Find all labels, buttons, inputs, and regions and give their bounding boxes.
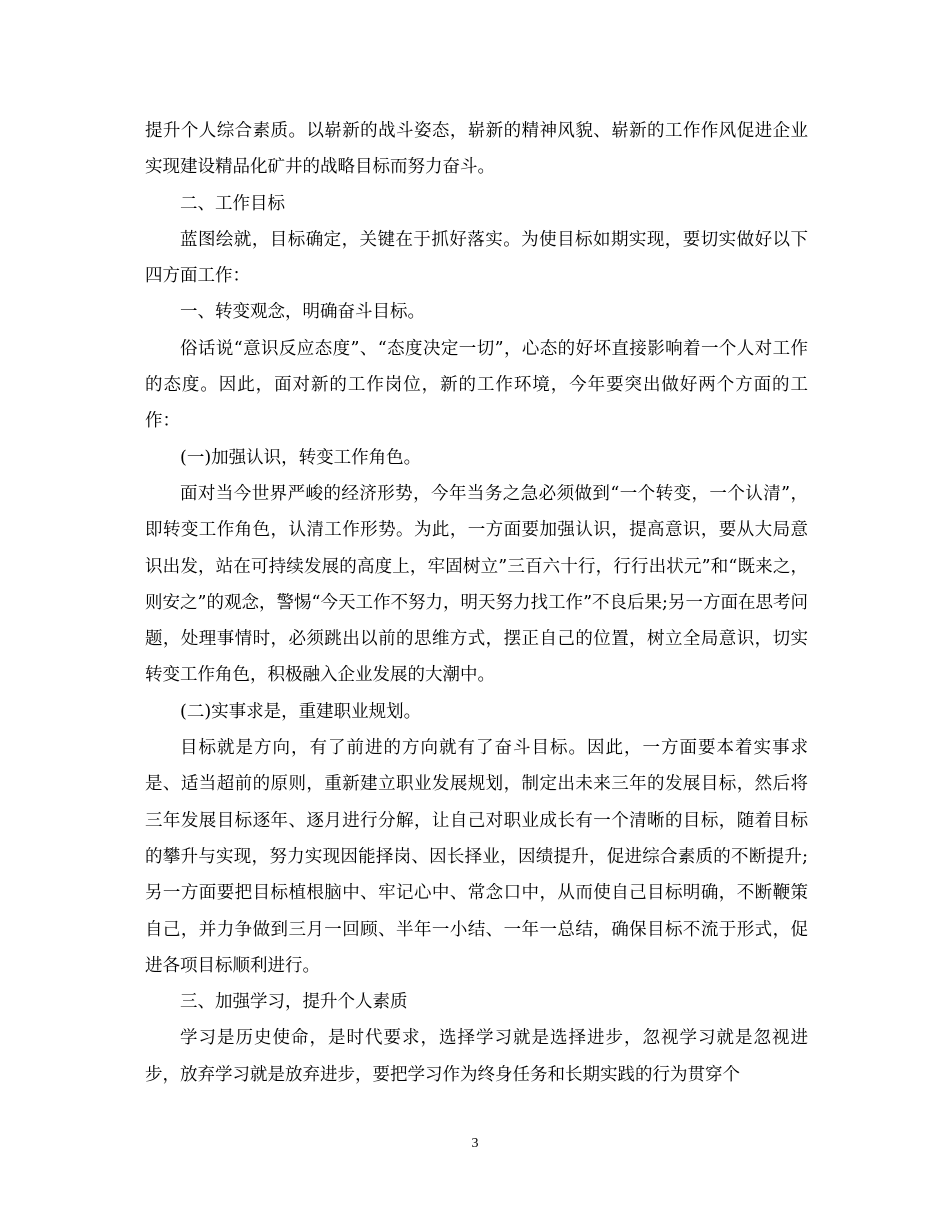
subheading-change-concepts: 一、转变观念，明确奋斗目标。 xyxy=(180,302,425,323)
paragraph-learning-mission: 学习是历史使命，是时代要求，选择学习就是选择进步，忽视学习就是忽视进步，放弃学习就是放弃进步，要把学习作为终身任务和长期实践的行为贯穿个 xyxy=(145,1028,808,1085)
subheading-strengthen-awareness: (一)加强认识，转变工作角色。 xyxy=(180,447,422,468)
section-heading-work-goals: 二、工作目标 xyxy=(180,193,285,214)
subheading-career-plan: (二)实事求是，重建职业规划。 xyxy=(180,701,422,722)
paragraph-economic-situation: 面对当今世界严峻的经济形势，今年当务之急必须做到“一个转变，一个认清”，即转变工作角色，认清工作形势。为此，一方面要加强认识，提高意识，要从大局意识出发，站在可持续发展的高度上，牢固树立”三百六十行，行行出状元”和“既来之，则安之”的观念，警惕“今天工作不努力，明天努力找工作”不良后果;另一方面在思考问题，处理事情时，必须跳出以前的思维方式，摆正自己的位置，树立全局意识，切实转变工作角色，积极融入企业发展的大潮中。 xyxy=(145,483,808,686)
paragraph-attitude: 俗话说“意识反应态度”、“态度决定一切”，心态的好坏直接影响着一个人对工作的态度。因此，面对新的工作岗位，新的工作环境，今年要突出做好两个方面的工作： xyxy=(145,338,808,432)
section-heading-learning: 三、加强学习，提升个人素质 xyxy=(180,992,408,1013)
paragraph-goals-direction: 目标就是方向，有了前进的方向就有了奋斗目标。因此，一方面要本着实事求是、适当超前的原则，重新建立职业发展规划，制定出未来三年的发展目标，然后将三年发展目标逐年、逐月进行分解，让自己对职业成长有一个清晰的目标，随着目标的攀升与实现，努力实现因能择岗、因长择业，因绩提升，促进综合素质的不断提升;另一方面要把目标植根脑中、牢记心中、常念口中，从而使自己目标明确，不断鞭策自己，并力争做到三月一回顾、半年一小结、一年一总结，确保目标不流于形式，促进各项目标顺利进行。 xyxy=(145,738,808,976)
paragraph-intro-continuation: 提升个人综合素质。以崭新的战斗姿态，崭新的精神风貌、崭新的工作作风促进企业实现建设精品化矿井的战略目标而努力奋斗。 xyxy=(145,121,808,178)
document-body xyxy=(145,113,808,1093)
page-number: 3 xyxy=(471,1136,479,1151)
paragraph-blueprint: 蓝图绘就，目标确定，关键在于抓好落实。为使目标如期实现，要切实做好以下四方面工作： xyxy=(145,229,808,287)
